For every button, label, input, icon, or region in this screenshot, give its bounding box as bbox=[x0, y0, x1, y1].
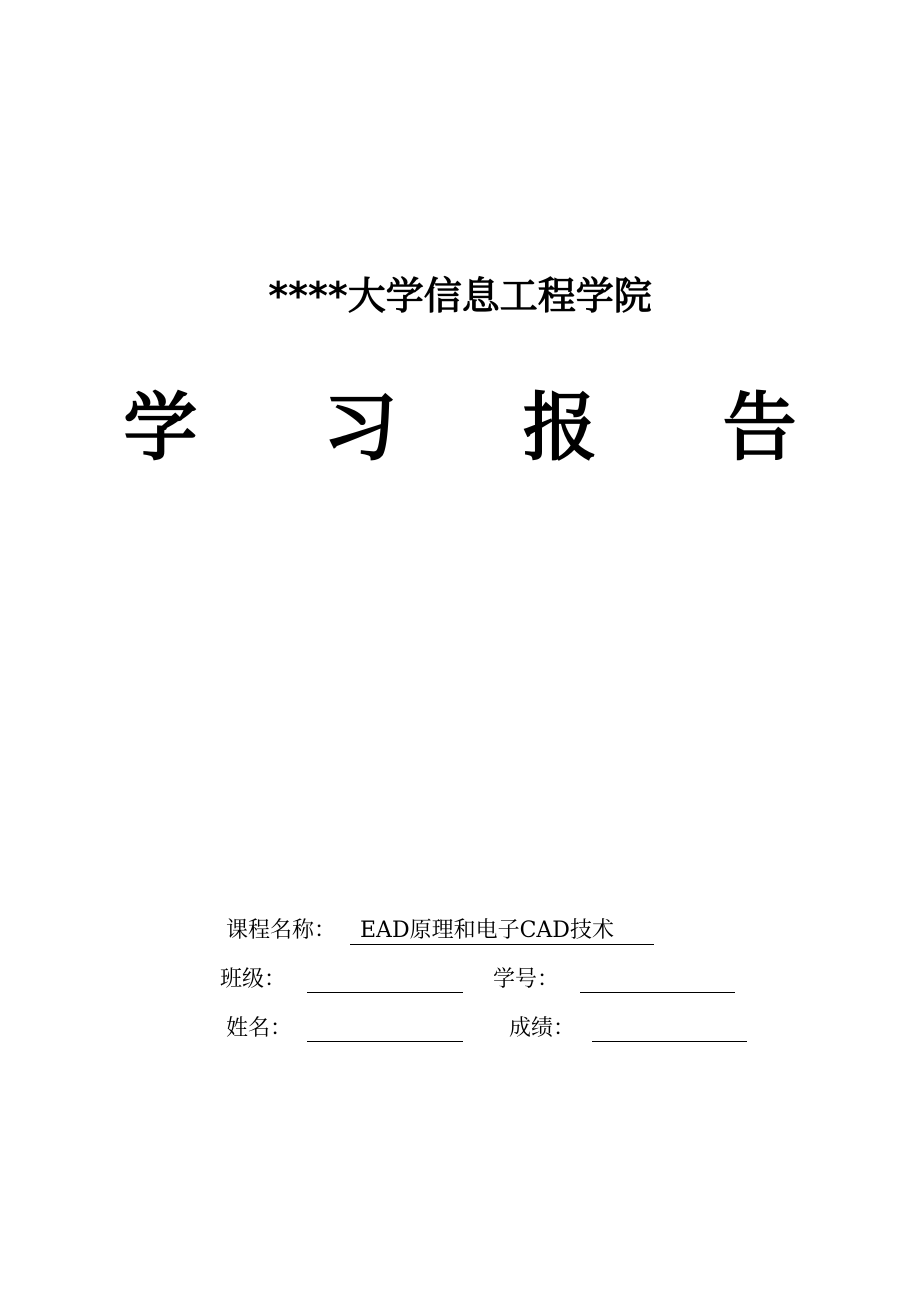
class-underline bbox=[307, 992, 463, 993]
class-label: 班级： bbox=[220, 967, 287, 992]
course-value: EAD原理和电子CAD技术 bbox=[360, 918, 614, 943]
grade-field bbox=[509, 1014, 575, 1044]
grade-label: 成绩： bbox=[509, 1016, 576, 1041]
name-underline bbox=[307, 1041, 463, 1042]
course-field bbox=[226, 916, 336, 946]
student-id-underline bbox=[580, 992, 735, 993]
class-field bbox=[220, 965, 286, 995]
student-id-field bbox=[493, 965, 559, 995]
student-id-label: 学号： bbox=[493, 967, 560, 992]
institution-name: ****大学信息工程学院 bbox=[268, 274, 652, 318]
name-label: 姓名： bbox=[226, 1016, 293, 1041]
course-label: 课程名称： bbox=[226, 918, 337, 943]
grade-underline bbox=[592, 1041, 747, 1042]
course-underline bbox=[350, 944, 654, 945]
report-title: 学 习 报 告 bbox=[123, 385, 847, 471]
name-field bbox=[226, 1014, 292, 1044]
